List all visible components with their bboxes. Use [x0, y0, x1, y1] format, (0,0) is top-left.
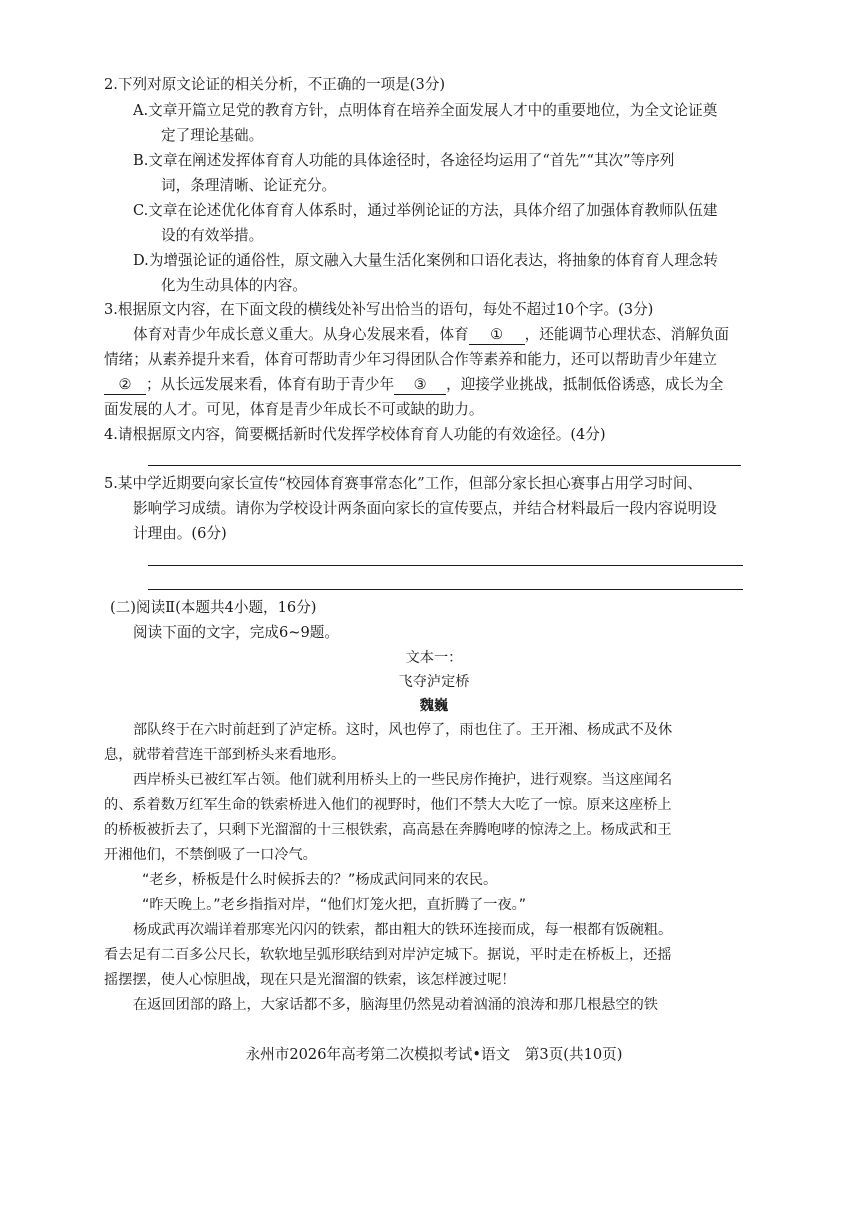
q3-blank-1: ① — [469, 326, 525, 345]
q2-stem: 2.下列对原文论证的相关分析，不正确的一项是(3分) — [104, 76, 446, 93]
q2-option-a-cont: 定了理论基础。 — [161, 127, 264, 144]
q2-option-c: C.文章在论述优化体育育人体系时，通过举例论证的方法，具体介绍了加强体育教师队伍建 — [133, 202, 718, 219]
q3-text: 体育对青少年成长意义重大。从身心发展来看，体育 — [133, 326, 469, 343]
text1-title: 飞夺泸定桥 — [398, 674, 470, 690]
q2-option-b-cont: 词，条理清晰、论证充分。 — [161, 177, 337, 194]
text1-line: 部队终于在六时前赶到了泸定桥。这时，风也停了，雨也住了。王开湘、杨成武不及休 — [133, 722, 673, 738]
q3-text: ；从长远发展来看，体育有助于青少年 — [146, 376, 395, 393]
q3-paragraph-line2: 情绪；从素养提升来看，体育可帮助青少年习得团队合作等素养和能力，还可以帮助青少年建立 — [104, 351, 717, 368]
q3-paragraph-line1 — [133, 325, 729, 345]
text1-line: “老乡，桥板是什么时候拆去的？”杨成武问同来的农民。 — [142, 872, 498, 888]
q2-option-b: B.文章在阐述发挥体育育人功能的具体途径时，各途径均运用了“首先”“其次”等序列 — [133, 152, 675, 169]
text1-line: 息，就带着营连干部到桥头来看地形。 — [104, 747, 346, 763]
q2-option-d: D.为增强论证的通俗性，原文融入大量生活化案例和口语化表达，将抽象的体育育人理念转 — [133, 252, 718, 269]
text1-line: 摇摆摆，使人心惊胆战，现在只是光溜溜的铁索，该怎样渡过呢！ — [104, 972, 516, 988]
text1-line: 看去足有二百多公尺长，软软地呈弧形联结到对岸泸定城下。据说，平时走在桥板上，还摇 — [104, 947, 672, 963]
text1-line: 杨成武再次端详着那寒光闪闪的铁索，都由粗大的铁环连接而成，每一根都有饭碗粗。 — [133, 922, 673, 938]
q3-paragraph-line3 — [104, 375, 723, 395]
text1-author: 魏巍 — [419, 698, 449, 714]
q3-text: ，迎接学业挑战，抵制低俗诱惑，成长为全 — [446, 376, 724, 393]
q3-stem: 3.根据原文内容，在下面文段的横线处补写出恰当的语句，每处不超过10个字。(3分) — [104, 301, 654, 318]
q2-option-a: A.文章开篇立足党的教育方针，点明体育在培养全面发展人才中的重要地位，为全文论证奠 — [133, 102, 718, 119]
text1-label: 文本一： — [405, 650, 463, 666]
q3-blank-3: ③ — [394, 376, 446, 395]
q3-text: ，还能调节心理状态、消解负面 — [524, 326, 729, 343]
text1-line: 的、系着数万红军生命的铁索桥进入他们的视野时，他们不禁大大吃了一惊。原来这座桥上 — [104, 797, 672, 813]
q4-answer-line — [148, 465, 741, 466]
text1-line: “昨天晚上。”老乡指指对岸，“他们灯笼火把，直折腾了一夜。” — [142, 897, 527, 913]
page-footer: 永州市2026年高考第二次模拟考试•语文 第3页(共10页) — [245, 1046, 623, 1063]
q2-option-d-cont: 化为生动具体的内容。 — [161, 277, 307, 294]
text1-line: 的桥板被折去了，只剩下光溜溜的十三根铁索，高高悬在奔腾咆哮的惊涛之上。杨成武和王 — [104, 822, 672, 838]
text1-line: 西岸桥头已被红军占领。他们就利用桥头上的一些民房作掩护，进行观察。当这座闻名 — [133, 772, 673, 788]
q5-answer-line-2 — [148, 589, 743, 590]
section-instruction: 阅读下面的文字，完成6~9题。 — [133, 624, 339, 641]
q4-stem: 4.请根据原文内容，简要概括新时代发挥学校体育育人功能的有效途径。(4分) — [104, 426, 606, 443]
section-heading: (二)阅读Ⅱ(本题共4小题，16分) — [110, 599, 317, 616]
q2-option-c-cont: 设的有效举措。 — [161, 227, 264, 244]
text1-line: 在返回团部的路上，大家话都不多，脑海里仍然晃动着汹涌的浪涛和那几根悬空的铁 — [133, 997, 658, 1013]
text1-line: 开湘他们，不禁倒吸了一口冷气。 — [104, 847, 317, 863]
q5-stem-line3: 计理由。(6分) — [133, 525, 227, 542]
q5-stem-line2: 影响学习成绩。请你为学校设计两条面向家长的宣传要点，并结合材料最后一段内容说明设 — [133, 500, 717, 517]
q3-paragraph-line4: 面发展的人才。可见，体育是青少年成长不可或缺的助力。 — [104, 401, 484, 418]
q3-blank-2: ② — [104, 376, 146, 395]
q5-stem-line1: 5.某中学近期要向家长宣传“校园体育赛事常态化”工作，但部分家长担心赛事占用学习时间、 — [104, 475, 703, 492]
q5-answer-line-1 — [148, 565, 743, 566]
